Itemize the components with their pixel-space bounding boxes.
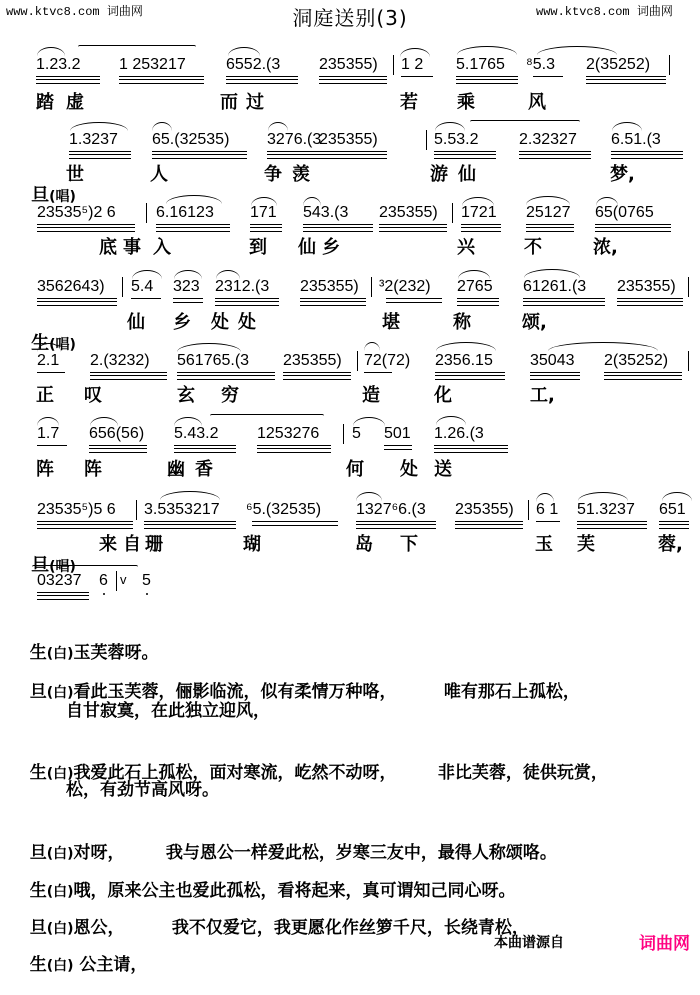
lyric: 底 xyxy=(99,237,117,258)
lyric: 送 xyxy=(434,459,452,480)
underline xyxy=(434,445,508,453)
underline xyxy=(461,224,501,232)
underline xyxy=(131,298,161,299)
note-group: 03237 xyxy=(37,572,82,589)
underline xyxy=(586,76,666,84)
barline xyxy=(452,203,453,223)
underline xyxy=(456,76,518,84)
role-mode: (唱) xyxy=(49,337,76,353)
slur xyxy=(37,47,65,56)
tie xyxy=(470,120,580,127)
lyric: 游 xyxy=(430,164,448,185)
underline xyxy=(604,372,682,380)
role-mode: (白) xyxy=(46,685,74,701)
underline xyxy=(319,151,387,159)
underline xyxy=(435,372,505,380)
lyric: 浓, xyxy=(593,237,618,258)
dialogue-text: 我爱此石上孤松，面对寒流，屹然不动呀， 非比芙蓉，徒供玩赏， xyxy=(73,763,608,783)
note-group: 23535⁵)2 6 xyxy=(37,204,116,221)
underline xyxy=(90,372,167,380)
underline xyxy=(215,298,279,306)
lyric: 乡 xyxy=(322,237,340,258)
lyric: 香 xyxy=(195,459,213,480)
underline xyxy=(356,521,436,529)
barline xyxy=(146,203,147,223)
lyric: 世 xyxy=(66,164,84,185)
note-group: 3276.(3 xyxy=(267,131,322,148)
note-group: 5.1765 xyxy=(456,56,505,73)
lyric: 阵 xyxy=(36,459,54,480)
underline xyxy=(519,151,591,159)
barline xyxy=(136,500,137,520)
note-group: 1721 xyxy=(461,204,497,221)
barline xyxy=(528,500,529,520)
dialogue-line xyxy=(6,930,147,995)
page-title: 洞庭送别(3) xyxy=(292,6,408,30)
slur xyxy=(662,492,692,501)
underline xyxy=(434,151,496,159)
role-name: 旦 xyxy=(31,185,50,206)
lyric: 羡 xyxy=(292,164,310,185)
lyric: 争 xyxy=(264,164,282,185)
underline xyxy=(595,224,671,232)
lyric: 风 xyxy=(528,92,546,113)
note-group: 235355) xyxy=(617,278,676,295)
lyric: 玉 xyxy=(535,534,553,555)
lyric: 事 xyxy=(123,237,141,258)
underline xyxy=(37,445,67,446)
lyric: 叹 xyxy=(84,385,102,406)
underline xyxy=(577,521,647,529)
note-group: 3.5353217 xyxy=(144,501,220,518)
underline xyxy=(384,445,412,450)
underline xyxy=(530,372,580,380)
lyric: 人 xyxy=(150,164,168,185)
lyric: 仙 xyxy=(127,312,145,333)
dialogue-text: 玉芙蓉呀。 xyxy=(73,643,159,663)
lyric: 玄 xyxy=(177,385,195,406)
note-group: 235355) xyxy=(455,501,514,518)
barline xyxy=(688,277,689,297)
note-group: 65(0765 xyxy=(595,204,654,221)
note-group: 1327⁶6.(3 xyxy=(356,501,426,518)
note-group: 2765 xyxy=(457,278,493,295)
note-group: 1253276 xyxy=(257,425,320,442)
note-group: 35043 xyxy=(530,352,575,369)
note-group: 1.23.2 xyxy=(36,56,81,73)
lower-octave-dot xyxy=(146,593,148,595)
slur xyxy=(578,492,628,501)
lyric: 穷 xyxy=(221,385,239,406)
watermark-url: www.ktvc8.com xyxy=(6,5,100,19)
note-group: 2312.(3 xyxy=(215,278,270,295)
underline xyxy=(533,76,563,77)
lyric: 正 xyxy=(36,385,54,406)
lyric: 仙 xyxy=(298,237,316,258)
underline xyxy=(536,521,560,522)
note-group: 1 253217 xyxy=(119,56,186,73)
slur xyxy=(364,342,380,351)
dialogue-text: 哦，原来公主也爱此孤松，看将起来，真可谓知己同心呀。 xyxy=(73,881,516,901)
slur xyxy=(436,416,466,425)
role-mode: (白) xyxy=(46,646,74,662)
note-group: 5 xyxy=(142,572,151,589)
underline xyxy=(303,224,373,232)
lyric: 堪 xyxy=(382,312,400,333)
lyric: 兴 xyxy=(457,237,475,258)
lyric: 处 xyxy=(400,459,418,480)
underline xyxy=(401,76,433,77)
lyric: 入 xyxy=(153,237,171,258)
source-label: 本曲谱源自 xyxy=(494,935,564,951)
note-group: 5.53.2 xyxy=(434,131,479,148)
barline xyxy=(357,351,358,371)
slur xyxy=(152,122,172,131)
role-mode: (白) xyxy=(46,846,74,862)
role-mode: (白) xyxy=(46,921,74,937)
slur xyxy=(160,491,220,500)
note-group: 72(72) xyxy=(364,352,411,369)
dialogue-text: 公主请， xyxy=(73,955,148,975)
note-group: 61261.(3 xyxy=(523,278,587,295)
note-group: 1.26.(3 xyxy=(434,425,484,442)
role-mode: (白) xyxy=(46,884,74,900)
note-group: 23535⁵)5 6 xyxy=(37,501,116,518)
note-group: 1.7 xyxy=(37,425,60,442)
underline xyxy=(156,224,230,232)
note-group: 5.4 xyxy=(131,278,154,295)
note-group: 3562643) xyxy=(37,278,105,295)
underline xyxy=(37,592,89,600)
slur xyxy=(177,343,241,352)
barline xyxy=(122,277,123,297)
dialogue-continuation: 松，有劲节高风呀。 xyxy=(66,780,219,800)
lyric: 蓉, xyxy=(658,534,683,555)
note-group: 6 xyxy=(99,572,108,589)
note-group: 561765.(3 xyxy=(177,352,250,369)
underline xyxy=(457,298,499,306)
lyric: 处 xyxy=(238,312,256,333)
note-group: 323 xyxy=(173,278,200,295)
barline xyxy=(426,130,427,150)
underline xyxy=(257,445,331,453)
lyric: 踏 xyxy=(36,92,54,113)
note-group: 25127 xyxy=(526,204,571,221)
underline xyxy=(119,76,204,84)
underline xyxy=(379,224,447,232)
note-group: 5.43.2 xyxy=(174,425,219,442)
lyric: 自 xyxy=(123,534,141,555)
slur xyxy=(457,46,517,55)
role-mode: (白) xyxy=(46,766,74,782)
note-group: 6 1 xyxy=(536,501,559,518)
lyric: 化 xyxy=(434,385,452,406)
tie xyxy=(78,45,196,52)
dialogue-text: 恩公， 我不仅爱它，我更愿化作丝箩千尺，长绕青松， xyxy=(73,918,529,938)
lyric: 幽 xyxy=(167,459,185,480)
note-group: 2.(3232) xyxy=(90,352,150,369)
watermark-site-name: 词曲网 xyxy=(106,4,143,18)
underline xyxy=(617,298,683,306)
lyric: 乡 xyxy=(173,312,191,333)
breath-mark: v xyxy=(120,572,127,587)
tie xyxy=(32,565,138,571)
watermark-site-name: 词曲网 xyxy=(636,4,673,18)
lyric: 岛 xyxy=(355,534,373,555)
underline xyxy=(69,151,131,159)
underline xyxy=(455,521,523,529)
brand-logo[interactable]: 词曲网 xyxy=(639,934,690,954)
note-group: 651 xyxy=(659,501,686,518)
note-group: 235355) xyxy=(283,352,342,369)
lyric: 阵 xyxy=(84,459,102,480)
note-group: 65.(32535) xyxy=(152,131,230,148)
underline xyxy=(386,298,442,303)
slur xyxy=(537,46,617,55)
barline xyxy=(688,351,689,371)
underline xyxy=(37,521,133,529)
role-name: 生 xyxy=(29,643,47,663)
role-name: 旦 xyxy=(29,843,47,863)
underline xyxy=(319,76,387,84)
barline xyxy=(116,571,117,591)
note-group: 2.32327 xyxy=(519,131,577,148)
note-group: 235355) xyxy=(300,278,359,295)
underline xyxy=(526,224,574,232)
note-group: 235355) xyxy=(319,56,378,73)
slur xyxy=(268,122,288,131)
lyric: 珊 xyxy=(145,534,163,555)
role-name: 旦 xyxy=(29,918,47,938)
lyric: 称 xyxy=(453,312,471,333)
note-group: 235355) xyxy=(379,204,438,221)
underline xyxy=(152,151,247,159)
note-group: ³2(232) xyxy=(379,278,431,295)
note-group: 656(56) xyxy=(89,425,145,442)
lyric: 乘 xyxy=(457,92,475,113)
slur xyxy=(228,47,260,56)
lyric: 工, xyxy=(530,385,555,406)
underline xyxy=(250,224,282,232)
lyric: 下 xyxy=(400,534,418,555)
lyric: 颂, xyxy=(522,312,547,333)
underline xyxy=(364,372,392,373)
slur xyxy=(356,492,382,501)
underline xyxy=(611,151,683,159)
note-group: 501 xyxy=(384,425,411,442)
slur xyxy=(166,195,222,204)
note-group: 2(35252) xyxy=(604,352,669,369)
slur xyxy=(612,122,642,131)
role-mode: (唱) xyxy=(49,559,76,575)
note-group: 2356.15 xyxy=(435,352,493,369)
note-group: 6.16123 xyxy=(156,204,214,221)
note-group: 543.(3 xyxy=(303,204,349,221)
dialogue-continuation: 自甘寂寞，在此独立迎风， xyxy=(66,701,270,721)
lyric: 若 xyxy=(400,92,418,113)
note-group: 2(35252) xyxy=(586,56,651,73)
underline xyxy=(173,298,203,303)
note-group: 6.51.(3 xyxy=(611,131,661,148)
role-name: 生 xyxy=(29,763,47,783)
underline xyxy=(659,521,689,529)
role-name: 生 xyxy=(29,955,47,975)
watermark-url: www.ktvc8.com xyxy=(536,5,630,19)
role-name: 生 xyxy=(29,881,47,901)
note-group: 1 2 xyxy=(401,56,424,73)
note-group: ⁶5.(32535) xyxy=(246,501,322,518)
role-mode: (唱) xyxy=(49,189,76,205)
role-mode: (白) xyxy=(46,958,74,974)
underline xyxy=(37,298,117,306)
lyric: 而 xyxy=(220,92,238,113)
lower-octave-dot xyxy=(103,593,105,595)
slur xyxy=(548,342,658,351)
underline xyxy=(37,224,135,232)
note-group: 5 xyxy=(352,425,361,442)
underline xyxy=(226,76,298,84)
note-group: 235355) xyxy=(319,131,378,148)
underline xyxy=(523,298,605,306)
underline xyxy=(36,76,100,84)
note-group: 171 xyxy=(250,204,277,221)
note-group: 2.1 xyxy=(37,352,60,369)
underline xyxy=(252,521,338,526)
lyric: 梦, xyxy=(610,164,635,185)
dialogue-text: 看此玉芙蓉，俪影临流，似有柔情万种咯， 唯有那石上孤松， xyxy=(73,682,580,702)
barline xyxy=(343,424,344,444)
lyric: 处 xyxy=(211,312,229,333)
underline xyxy=(174,445,236,453)
underline xyxy=(177,372,275,380)
tie xyxy=(210,414,324,421)
slur xyxy=(524,269,580,278)
lyric: 造 xyxy=(362,385,380,406)
lyric: 来 xyxy=(99,534,117,555)
slur xyxy=(436,342,496,351)
underline xyxy=(300,298,366,306)
role-name: 旦 xyxy=(31,555,50,576)
lyric: 到 xyxy=(249,237,267,258)
lyric: 仙 xyxy=(458,164,476,185)
underline xyxy=(144,521,236,529)
lyric: 何 xyxy=(346,459,364,480)
lyric: 芙 xyxy=(577,534,595,555)
lyric: 不 xyxy=(524,237,542,258)
dialogue-text: 对呀， 我与恩公一样爱此松，岁寒三友中，最得人称颂咯。 xyxy=(73,843,557,863)
underline xyxy=(283,372,351,380)
barline xyxy=(371,277,372,297)
note-group: ⁸5.3 xyxy=(526,56,555,73)
note-group: 51.3237 xyxy=(577,501,635,518)
underline xyxy=(37,372,65,373)
barline xyxy=(393,55,394,75)
slur xyxy=(435,122,465,131)
slur xyxy=(70,122,128,131)
note-group: 6552.(3 xyxy=(226,56,281,73)
lyric: 瑚 xyxy=(243,534,261,555)
role-name: 生 xyxy=(31,333,50,354)
lyric: 虚 xyxy=(66,92,84,113)
role-name: 旦 xyxy=(29,682,47,702)
lyric: 过 xyxy=(246,92,264,113)
underline xyxy=(89,445,147,453)
barline xyxy=(669,55,670,75)
note-group: 1.3237 xyxy=(69,131,118,148)
